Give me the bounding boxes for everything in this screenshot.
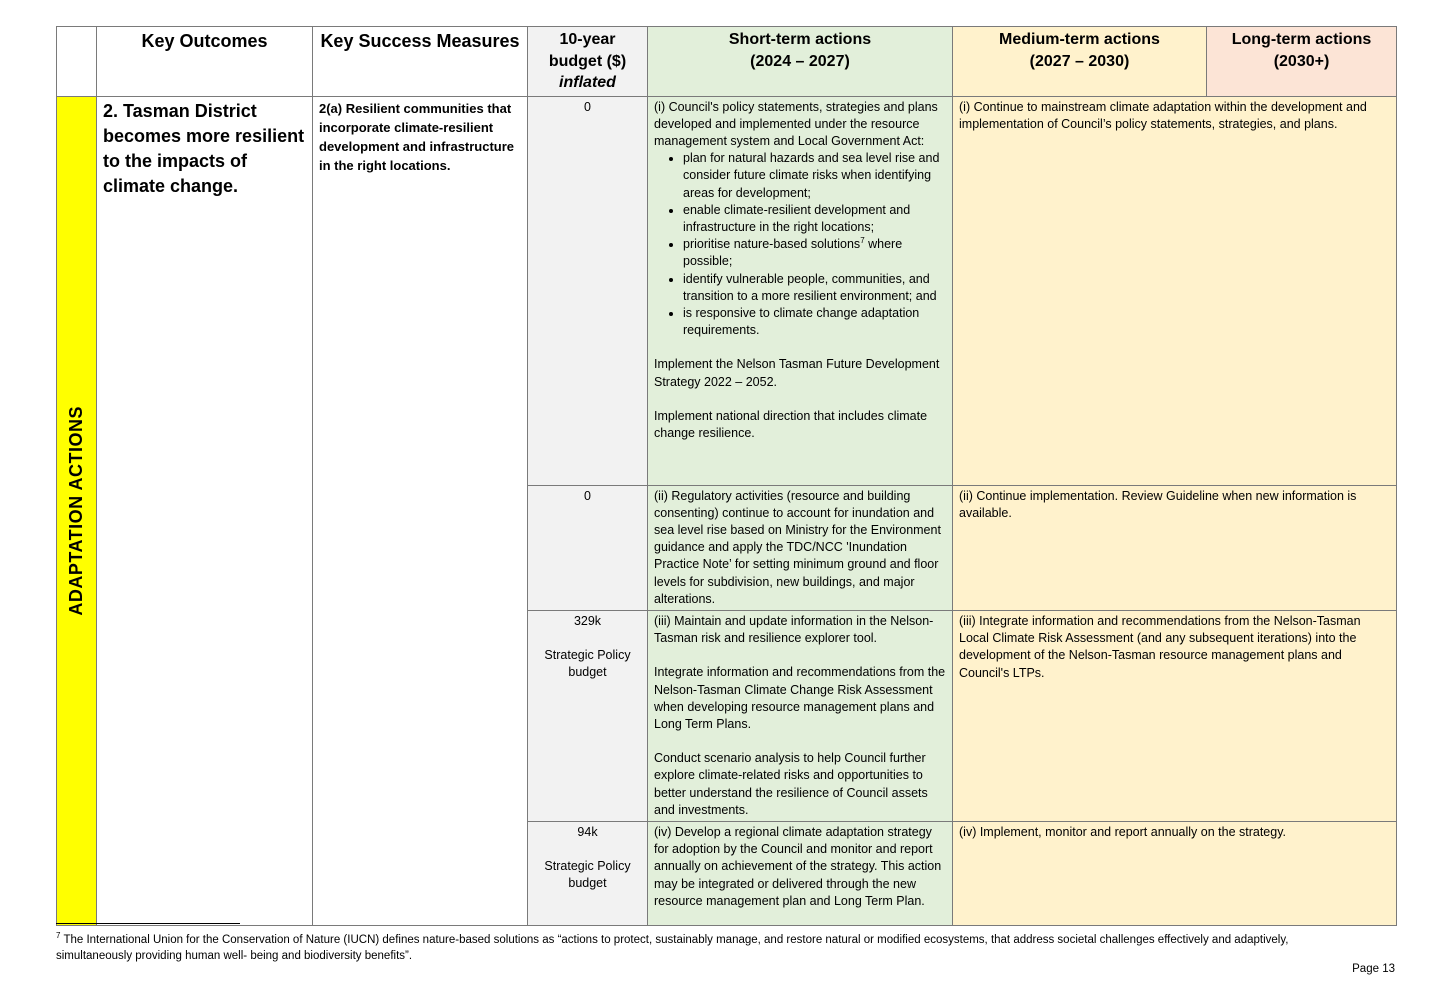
header-budget-line3: inflated [559, 74, 616, 91]
list-item: • plan for natural hazards and sea level rise and consider future climate risks when identifying areas for development; [683, 150, 946, 202]
page-number: Page 13 [1352, 963, 1395, 975]
header-key-success-measures: Key Success Measures [313, 27, 528, 97]
header-blank [57, 27, 97, 97]
header-short-term [648, 27, 953, 97]
short-term-cell: (iv) Develop a regional climate adaptation strategy for adoption by the Council and monitor and report annually on achievement of the strategy. This action may be integrated or delivered through the new resource management plan and Long Term Plan. [648, 821, 953, 925]
key-outcome: 2. Tasman District becomes more resilient to the impacts of climate change. [97, 96, 313, 925]
budget-cell [528, 821, 648, 925]
header-short-line1: Short-term actions [728, 31, 872, 48]
budget-value: 329k [573, 613, 602, 628]
header-key-outcomes: Key Outcomes [97, 27, 313, 97]
footnote-separator [56, 923, 240, 924]
header-budget-line1: 10-year [559, 31, 616, 48]
list-item [683, 236, 946, 270]
header-long-line2: (2030+) [1273, 52, 1330, 70]
short-term-cell [648, 610, 953, 821]
footnote-text: The International Union for the Conservation of Nature (IUCN) defines nature-based solutions as “actions to protect, sustainably manage, and restore natural or modified ecosystems, that address societal challenges effectively and adaptively, simultaneously providing human well- being and biodiversity benefits”. [56, 934, 1289, 962]
medium-long-term-cell: (iii) Integrate information and recommendations from the Nelson-Tasman Local Climate Risk Assessment (and any subsequent iterations) into the development of the Nelson-Tasman resource management plans and Council's LTPs. [953, 610, 1397, 821]
medium-long-term-cell: (i) Continue to mainstream climate adaptation within the development and implementation of Council’s policy statements, strategies, and plans. [953, 96, 1397, 485]
medium-long-term-cell: (ii) Continue implementation. Review Guideline when new information is available. [953, 485, 1397, 610]
short-term-paragraph: Integrate information and recommendations from the Nelson-Tasman Climate Change Risk Assessment when developing resource management plans and Long Term Plans. [654, 665, 946, 731]
header-medium-term [953, 27, 1207, 97]
header-budget-line2: budget ($) [548, 52, 627, 70]
short-term-cell: (ii) Regulatory activities (resource and building consenting) continue to account for inundation and sea level rise based on Ministry for the Environment guidance and apply the TDC/NCC 'Inundation Practice Note’ for setting minimum ground and floor levels for subdivision, new buildings, and major alterations. [648, 485, 953, 610]
list-item: • identify vulnerable people, communities, and transition to a more resilient environment; and [683, 271, 946, 305]
footnote [56, 932, 1356, 964]
budget-note: Strategic Policy budget [544, 648, 631, 680]
short-term-intro: (i) Council's policy statements, strategies and plans developed and implemented under the resource management system and Local Government Act: [654, 99, 938, 148]
budget-value: 0 [584, 99, 591, 114]
short-term-cell [648, 96, 953, 485]
adaptation-actions-sidebar [57, 96, 97, 925]
short-term-paragraph: (iii) Maintain and update information in the Nelson-Tasman risk and resilience explorer tool. [654, 613, 934, 646]
adaptation-actions-table [56, 26, 1397, 926]
list-item: • is responsive to climate change adaptation requirements. [683, 305, 946, 339]
budget-cell [528, 610, 648, 821]
table-row [57, 96, 1397, 485]
budget-cell [528, 485, 648, 610]
sidebar-label: ADAPTATION ACTIONS [65, 405, 86, 616]
budget-value: 0 [584, 488, 591, 503]
short-term-bullets [654, 150, 946, 339]
header-short-line2: (2024 – 2027) [750, 52, 850, 70]
budget-note: Strategic Policy budget [544, 859, 631, 891]
bullet-text: prioritise nature-based solutions [683, 237, 861, 252]
header-medium-line1: Medium-term actions [999, 31, 1160, 48]
short-term-paragraph: Conduct scenario analysis to help Council further explore climate-related risks and opportunities to better understand the resilience of Council assets and investments. [654, 751, 928, 817]
header-row [57, 27, 1397, 97]
short-term-paragraph: Implement the Nelson Tasman Future Development Strategy 2022 – 2052. [654, 357, 940, 389]
footnote-ref: 7 [860, 235, 865, 245]
header-long-line1: Long-term actions [1231, 31, 1372, 48]
medium-long-term-cell: (iv) Implement, monitor and report annually on the strategy. [953, 821, 1397, 925]
header-medium-line2: (2027 – 2030) [1029, 52, 1130, 70]
budget-value: 94k [577, 824, 598, 839]
footnote-mark: 7 [56, 931, 61, 941]
key-success-measure: 2(a) Resilient communities that incorporate climate-resilient development and infrastructure in the right locations. [313, 96, 528, 925]
header-budget [528, 27, 648, 97]
header-long-term [1207, 27, 1397, 97]
bullet-text-tail: where possible; [683, 237, 903, 269]
budget-cell [528, 96, 648, 485]
short-term-paragraph: Implement national direction that includes climate change resilience. [654, 408, 928, 440]
list-item: • enable climate-resilient development and infrastructure in the right locations; [683, 202, 946, 236]
